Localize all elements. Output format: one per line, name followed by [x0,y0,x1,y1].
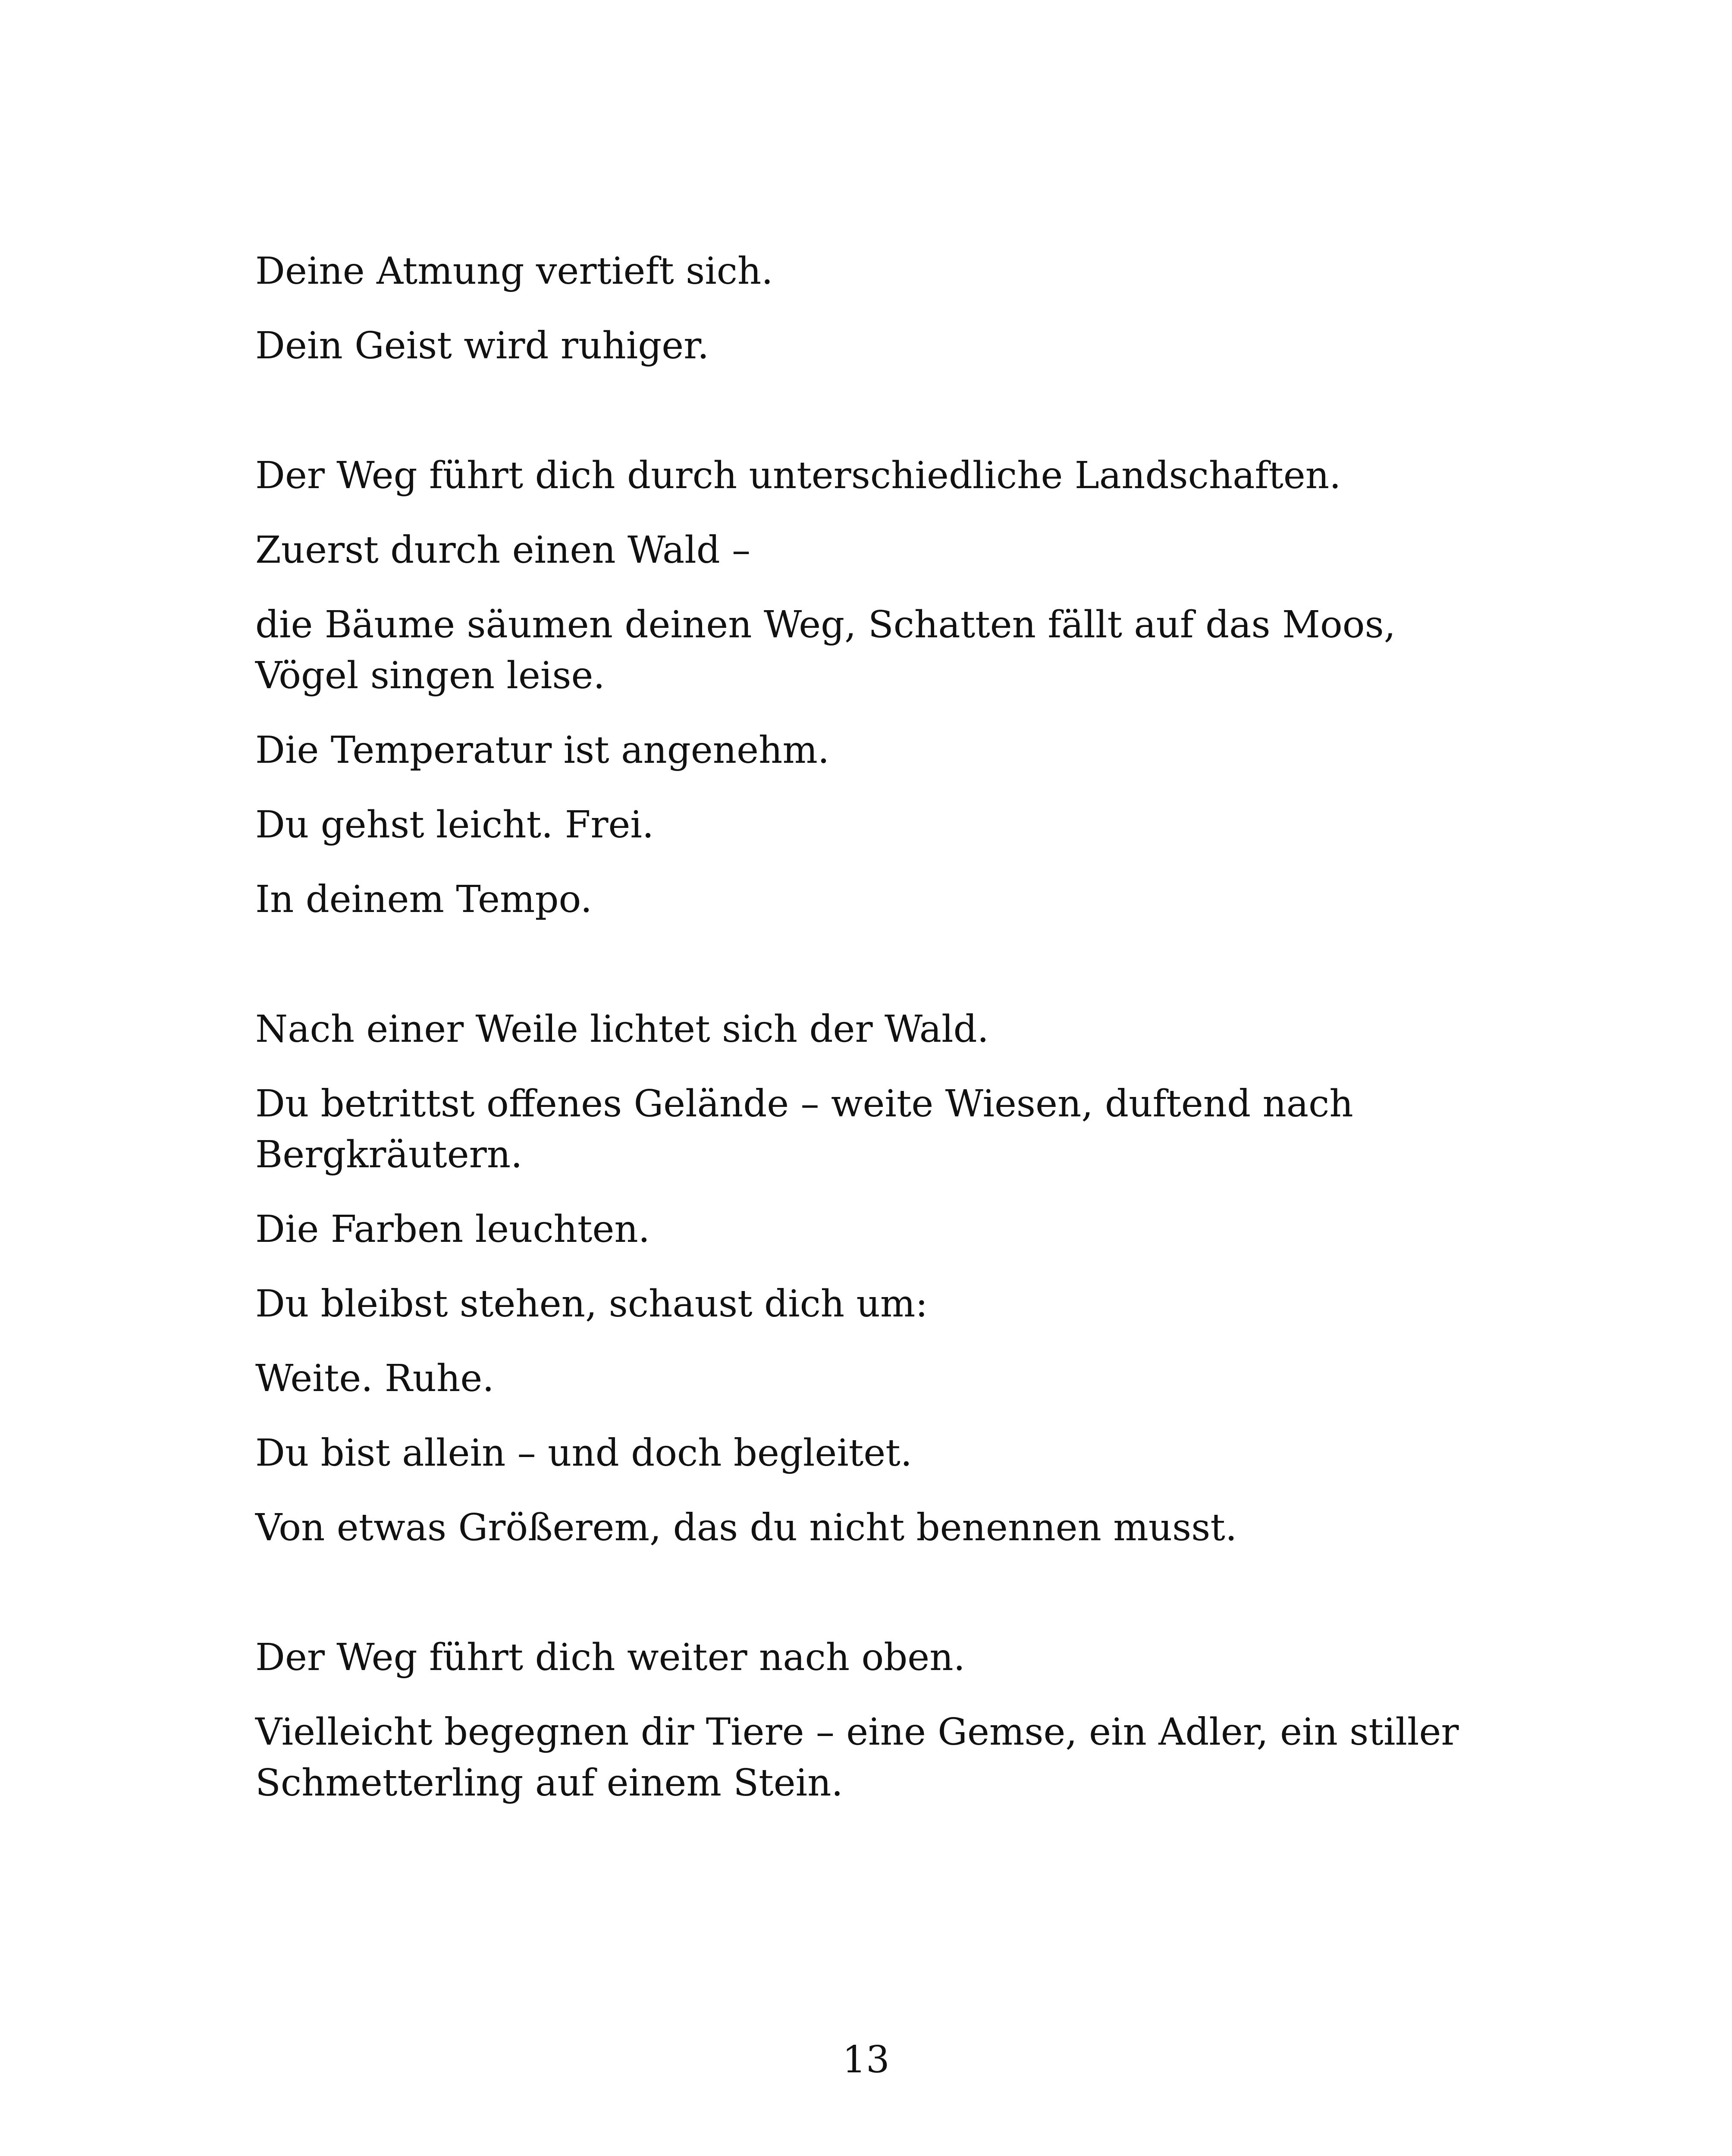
text-block [255,246,1506,1887]
stanza-4 [255,1632,1506,1808]
text-line: Deine Atmung vertieft sich. [255,250,773,293]
text-line: Du bleibst stehen, schaust dich um: [255,1282,928,1326]
page-number: 13 [842,2038,890,2081]
text-line: Du bist allein – und doch begleitet. [255,1432,913,1475]
text-line: Der Weg führt dich weiter nach oben. [255,1636,965,1679]
stanza-2 [255,450,1506,925]
text-line: Der Weg führt dich durch unterschiedliche Landschaften. [255,454,1341,497]
stanza-1 [255,246,1506,371]
text-line: die Bäume säumen deinen Weg, Schatten fällt auf das Moos, Vögel singen leise. [255,603,1396,697]
text-line: Dein Geist wird ruhiger. [255,324,709,367]
text-line: Die Farben leuchten. [255,1208,650,1251]
text-line: Du gehst leicht. Frei. [255,803,654,846]
text-line: Weite. Ruhe. [255,1357,494,1400]
text-line: Die Temperatur ist angenehm. [255,729,830,772]
text-line: Du betrittst offenes Gelände – weite Wiesen, duftend nach Bergkräutern. [255,1082,1353,1176]
text-line: Zuerst durch einen Wald – [255,529,751,572]
text-line: Von etwas Größerem, das du nicht benennen musst. [255,1506,1237,1549]
text-line: Vielleicht begegnen dir Tiere – eine Gemse, ein Adler, ein stiller Schmetterling auf einem Stein. [255,1711,1459,1805]
text-line: In deinem Tempo. [255,878,593,921]
stanza-3 [255,1004,1506,1553]
text-line: Nach einer Weile lichtet sich der Wald. [255,1008,989,1051]
